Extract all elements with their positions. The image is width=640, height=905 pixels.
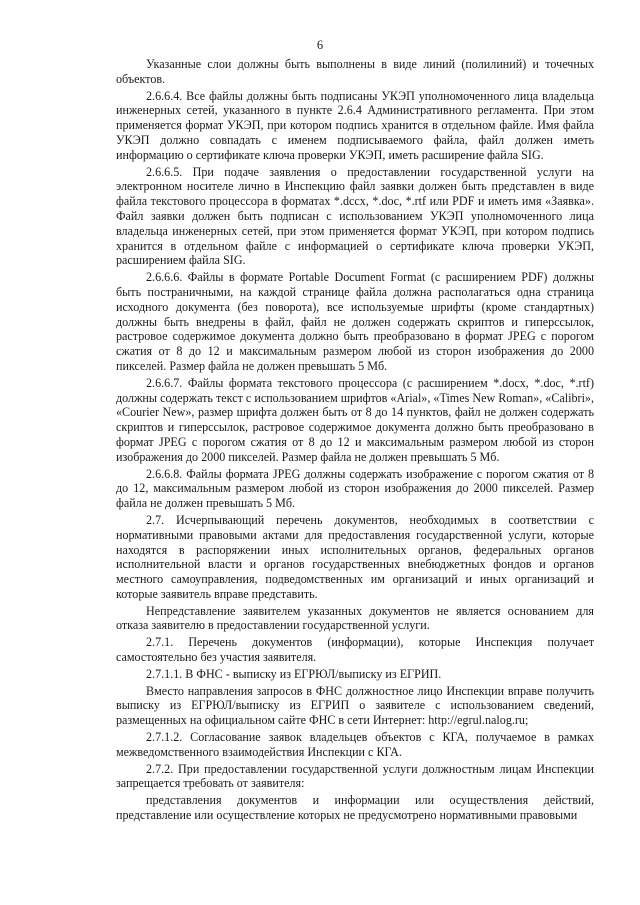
paragraph-2-6-6-5: 2.6.6.5. При подаче заявления о предоставлении государственной услуги на электронном носителе лично в Инспекцию файл заявки должен быть представлен в виде файла текстового процессора в форматах *.dccx, *.doc, *.rtf или PDF и иметь имя «Заявка». Файл заявки должен быть подписан с использованием УКЭП уполномоченного лица владельца инженерных сетей, при этом применяется формат УКЭП, при котором подпись хранится в отдельном файле с информацией о сертификате ключа проверки УКЭП, расширением файла SIG. [116, 164, 594, 268]
paragraph-layers: Указанные слои должны быть выполнены в виде линий (полилиний) и точечных объектов. [116, 57, 594, 86]
paragraph-2-6-6-6: 2.6.6.6. Файлы в формате Portable Document Format (с расширением PDF) должны быть постраничными, на каждой странице файла должна располагаться одна страница исходного документа (без поворота), все используемые шрифты (кроме стандартных) должны быть внедрены в файл, файл не должен содержать скриптов и гиперссылок, растровое содержимое документа должно быть преобразовано в формат JPEG с порогом сжатия от 8 до 12 и максимальным размером любой из сторон изображения до 2000 пикселей. Размер файла не должен превышать 5 Мб. [116, 270, 594, 373]
document-body [116, 57, 594, 823]
paragraph-2-6-6-8: 2.6.6.8. Файлы формата JPEG должны содержать изображение с порогом сжатия от 8 до 12, максимальным размером любой из сторон изображения до 2000 пикселей. Размер файла не должен превышать 5 Мб. [116, 466, 594, 511]
paragraph-2-7-1: 2.7.1. Перечень документов (информации), которые Инспекция получает самостоятельно без участия заявителя. [116, 635, 594, 665]
paragraph-2-6-6-4: 2.6.6.4. Все файлы должны быть подписаны УКЭП уполномоченного лица владельца инженерных сетей, указанного в пункте 2.6.4 Административного регламента. При этом применяется формат УКЭП, при котором подпись хранится в отдельном файле. Имя файла УКЭП должно совпадать с именем подписываемого файла, файл должен иметь информацию о сертификате ключа проверки УКЭП, иметь расширение файла SIG. [116, 88, 594, 162]
paragraph-2-7: 2.7. Исчерпывающий перечень документов, необходимых в соответствии с нормативными правовыми актами для предоставления государственной услуги, которые находятся в распоряжении иных исполнительных органов, федеральных органов исполнительной власти и органов государственных внебюджетных фондов и органов местного самоуправления, подведомственных им организаций и иных организаций и которые заявитель вправе представить. [116, 512, 594, 601]
paragraph-2-6-6-7: 2.6.6.7. Файлы формата текстового процессора (с расширением *.docx, *.doc, *.rtf) должны содержать текст с использованием шрифтов «Arial», «Times New Roman», «Calibri», «Courier New», размер шрифта должен быть от 8 до 14 пунктов, файл не должен содержать скриптов и гиперссылок, растровое содержимое документа должно быть преобразовано в формат JPEG с порогом сжатия от 8 до 12 и максимальным размером любой из сторон изображения до 2000 пикселей. Размер файла не должен превышать 5 Мб. [116, 375, 594, 464]
page-number: 6 [316, 38, 324, 52]
paragraph-2-7-2: 2.7.2. При предоставлении государственной услуги должностным лицам Инспекции запрещается требовать от заявителя: [116, 761, 594, 791]
paragraph-2-7-1-1: 2.7.1.1. В ФНС - выписку из ЕГРЮЛ/выписку из ЕГРИП. [146, 666, 442, 681]
paragraph-prohibited-requests: представления документов и информации или осуществления действий, представление или осуществление которых не предусмотрено нормативными правовыми [116, 793, 594, 823]
paragraph-2-7-1-2: 2.7.1.2. Согласование заявок владельцев объектов с КГА, получаемое в рамках межведомственного взаимодействия Инспекции с КГА. [116, 730, 594, 759]
paragraph-nonsubmission: Непредставление заявителем указанных документов не является основанием для отказа заявителю в предоставлении государственной услуги. [116, 603, 594, 633]
paragraph-fns-requests: Вместо направления запросов в ФНС должностное лицо Инспекции вправе получить выписку из ЕГРЮЛ/выписку из ЕГРИП о заявителе с использованием сведений, размещенных на официальном сайте ФНС в сети Интернет: http://egrul.nalog.ru; [116, 683, 594, 728]
